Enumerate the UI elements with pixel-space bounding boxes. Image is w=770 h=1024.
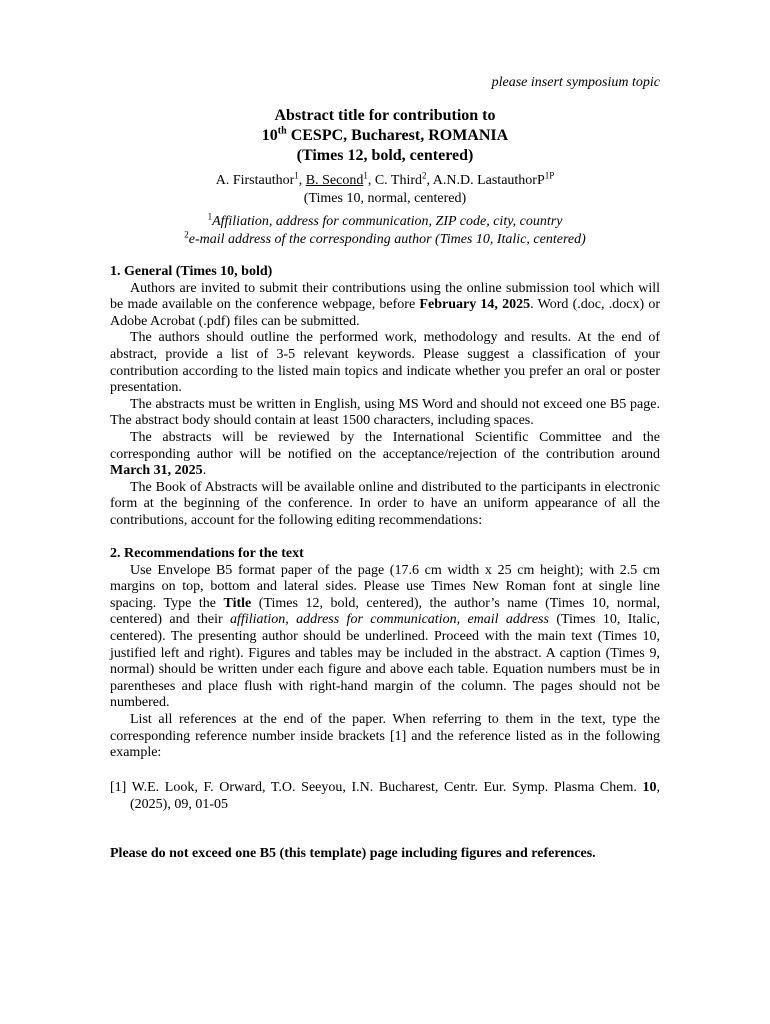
author-3-affil: 2 [422,170,427,181]
text-run: . Word (.doc, .docx) or Adobe Acrobat (.pdf) files can be submitted. [110,297,661,329]
section-general [110,264,660,530]
affiliation-2-text: e-mail address of the corresponding author (Times 10, Italic, centered) [188,232,586,247]
affiliation-1-marker: 1 [207,211,213,222]
author-sep: , [426,173,433,188]
title-line-1: Abstract title for contribution to [274,107,496,124]
text-run: The abstracts will be reviewed by the International Scientific Committee and the corresponding author will be notified on the acceptance/rejection of the contribution around [110,429,660,462]
author-2-presenting: B. Second [305,173,364,188]
text-run: (Times 12, bold, centered), the author’s name (Times 10, normal, centered) and their [110,595,661,628]
author-sep: , [367,173,375,188]
author-format-note: (Times 10, normal, centered) [303,191,467,206]
affiliation-2-marker: 2 [184,229,189,240]
title-event-name: CESPC, Bucharest, ROMANIA [286,127,509,144]
section-1-paragraph-4 [110,430,660,480]
section-1-heading: 1. General (Times 10, bold) [110,264,273,279]
section-recommendations [110,546,660,762]
author-2-affil: 1 [363,170,368,181]
section-2-paragraph-2: List all references at the end of the paper. When referring to them in the text, type the corresponding reference number inside brackets [1] and the reference listed as in the following example: [110,711,660,761]
section-1-paragraph-3: The abstracts must be written in English, using MS Word and should not exceed one B5 page. The abstract body should contain at least 1500 characters, including spaces. [110,396,660,429]
affiliation-1-text: Affiliation, address for communication, ZIP code, city, country [212,214,563,229]
affiliation-1 [110,213,660,231]
affiliation-2 [110,231,660,249]
reference-volume: 10 [642,780,657,795]
abstract-title [110,106,660,166]
notification-date: March 31, 2025 [110,463,203,479]
text-run: Authors are invited to submit their contributions using the online submission tool which will be made available on the conference webpage, before [110,280,660,313]
author-sep: , [298,173,306,188]
text-run: Use Envelope B5 format paper of the page (17.6 cm width x 25 cm height); with 2.5 cm margins on top, bottom and lateral sides. Please use Times New Roman font at single line spacing. Type the [110,562,660,611]
title-keyword: Title [223,595,252,611]
section-1-paragraph-2: The authors should outline the performed work, methodology and results. At the end of abstract, provide a list of 3-5 relevant keywords. Please suggest a classification of your contribution according to the listed main topics and indicate whether you prefer an oral or poster presentation. [110,330,660,396]
submission-deadline: February 14, 2025 [419,297,531,313]
author-1-affil: 1 [294,170,299,181]
title-line-3: (Times 12, bold, centered) [296,147,474,164]
title-edition-suffix: th [277,125,287,137]
page-limit-note: Please do not exceed one B5 (this template) page including figures and references. [110,846,596,861]
text-run: , (2025), 09, 01-05 [130,780,660,812]
symposium-topic: please insert symposium topic [491,75,660,90]
title-edition-number: 10 [261,127,278,144]
title-line-2 [110,126,660,146]
author-3: C. Third [374,173,423,188]
affiliation-keyword: affiliation, address for communication, email address [230,612,549,628]
section-2-paragraph-1 [110,563,660,712]
section-1-paragraph-5: The Book of Abstracts will be available online and distributed to the participants in electronic form at the beginning of the conference. In order to have an uniform appearance of all the contributions, account for the following editing recommendations: [110,479,660,528]
author-4: A.N.D. LastauthorP [432,173,545,188]
text-run: (Times 10, Italic, centered). The presenting author should be underlined. Proceed with the main text (Times 10, justified left and right). Figures and tables may be included in the abstract. A caption (Times 9, normal) should be written under each figure and above each table. Equation numbers must be in parentheses and place flush with right-hand margin of the column. The pages should not be numbered. [110,612,660,711]
reference-example [110,779,660,813]
text-run: . [202,463,207,479]
text-run: [1] W.E. Look, F. Orward, T.O. Seeyou, I.N. Bucharest, Centr. Eur. Symp. Plasma Chem. [110,780,643,795]
author-1: A. Firstauthor [215,173,295,188]
affiliations [110,213,660,249]
author-4-affil: 1P [544,170,555,181]
section-1-paragraph-1 [110,281,660,331]
section-2-heading: 2. Recommendations for the text [110,546,304,561]
author-names [110,172,660,190]
author-list [110,172,660,208]
